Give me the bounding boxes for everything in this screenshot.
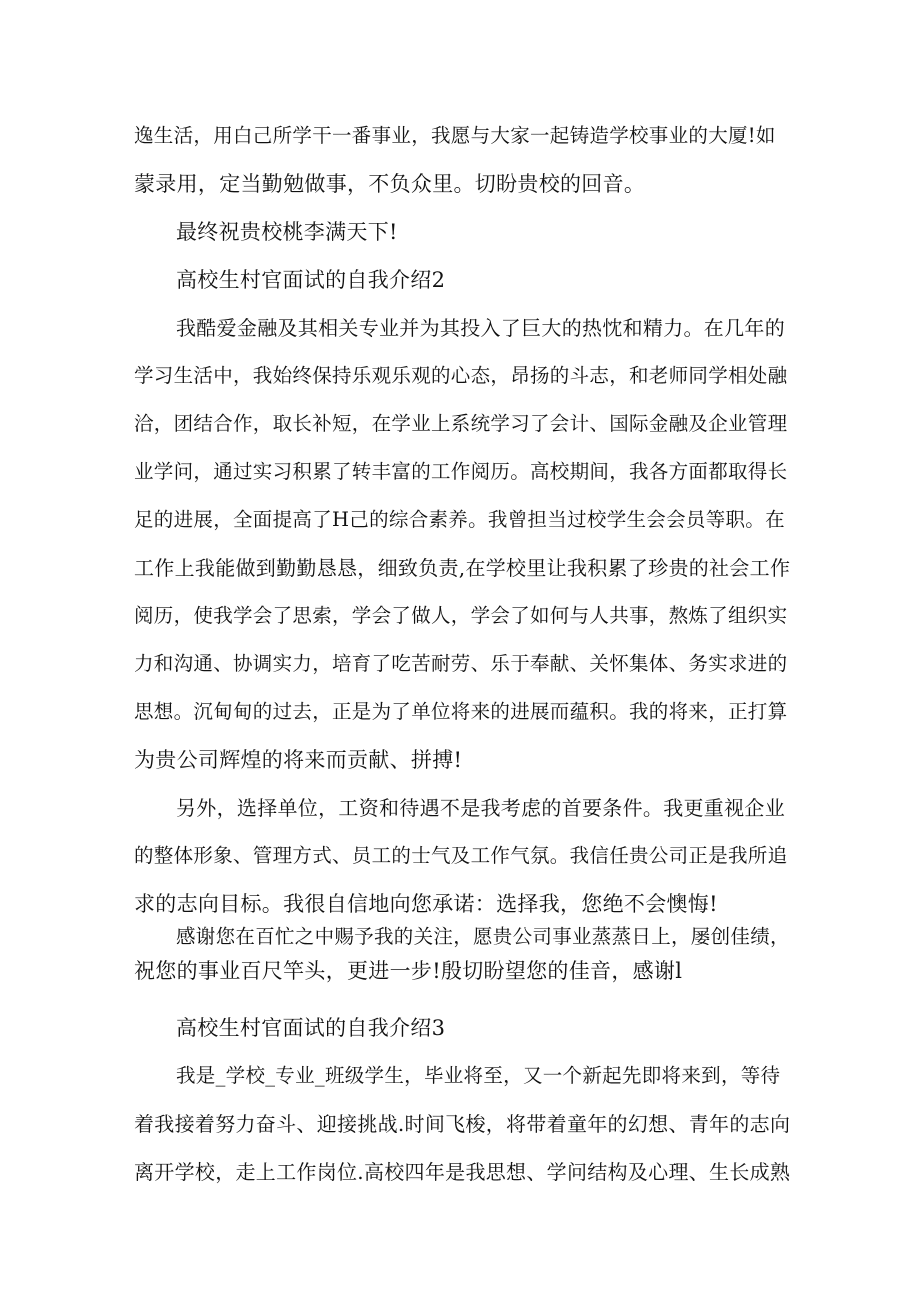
paragraph-line: 学习生活中，我始终保持乐观乐观的心态，昂扬的斗志，和老师同学相处融: [134, 364, 788, 387]
paragraph-line: 求的志向目标。我很自信地向您承诺：选择我，您绝不会懊悔!: [134, 892, 718, 916]
paragraph-line: 工作上我能做到勤勤恳恳，细致负责,在学校里让我积累了珍贵的社会工作: [134, 556, 791, 580]
paragraph-line: 我是_学校_专业_班级学生，毕业将至，又一个新起先即将来到，等待: [176, 1064, 781, 1087]
paragraph-line: 蒙录用，定当勤勉做事，不负众里。切盼贵校的回音。: [134, 172, 646, 196]
paragraph-line: 的整体形象、管理方式、员工的士气及工作气氛。我信任贵公司正是我所追: [134, 844, 788, 867]
paragraph-line: 离开学校，走上工作岗位.高校四年是我思想、学问结构及心理、生长成熟: [134, 1160, 791, 1184]
paragraph-line: 阅历，使我学会了思索，学会了做人，学会了如何与人共事，熬炼了组织实: [134, 604, 788, 627]
paragraph-line: 业学问，通过实习积累了转丰富的工作阅历。高校期间，我各方面都取得长: [134, 460, 788, 483]
paragraph-line: 另外，选择单位，工资和待遇不是我考虑的首要条件。我更重视企业: [176, 796, 785, 820]
paragraph-line: 思想。沉甸甸的过去，正是为了单位将来的进展而蕴积。我的将来，正打算: [134, 700, 788, 723]
paragraph-line: 祝您的事业百尺竿头，更进一步!殷切盼望您的佳音，感谢l: [134, 959, 683, 983]
paragraph-line: 足的进展，全面提高了H己的综合素养。我曾担当过校学生会会员等职。在: [134, 508, 785, 531]
paragraph-line: 着我接着努力奋斗、迎接挑战.时间飞梭，将带着童年的幻想、青年的志向: [134, 1112, 791, 1136]
paragraph-line: 逸生活，用白己所学干一番事业，我愿与大家一起铸造学校事业的大厦!如: [134, 124, 776, 147]
paragraph-line: 洽，团结合作，取长补短，在学业上系统学习了会计、国际金融及企业管理: [134, 412, 788, 435]
paragraph-line: 力和沟通、协调实力，培育了吃苦耐劳、乐于奉献、关怀集体、务实求进的: [134, 652, 788, 675]
closing-wish: 最终祝贵校桃李满天下!: [176, 220, 398, 244]
paragraph-line: 为贵公司辉煌的将来而贡献、拼搏!: [134, 748, 463, 772]
paragraph-line: 感谢您在百忙之中赐予我的关注，愿贵公司事业蒸蒸日上，屡创佳绩，: [176, 925, 790, 948]
section-heading-3: 高校生村官面试的自我介绍3: [176, 1016, 446, 1040]
paragraph-line: 我酷爱金融及其相关专业并为其投入了巨大的热忱和精力。在几年的: [176, 316, 785, 340]
section-heading-2: 高校生村官面试的自我介绍2: [176, 268, 446, 292]
